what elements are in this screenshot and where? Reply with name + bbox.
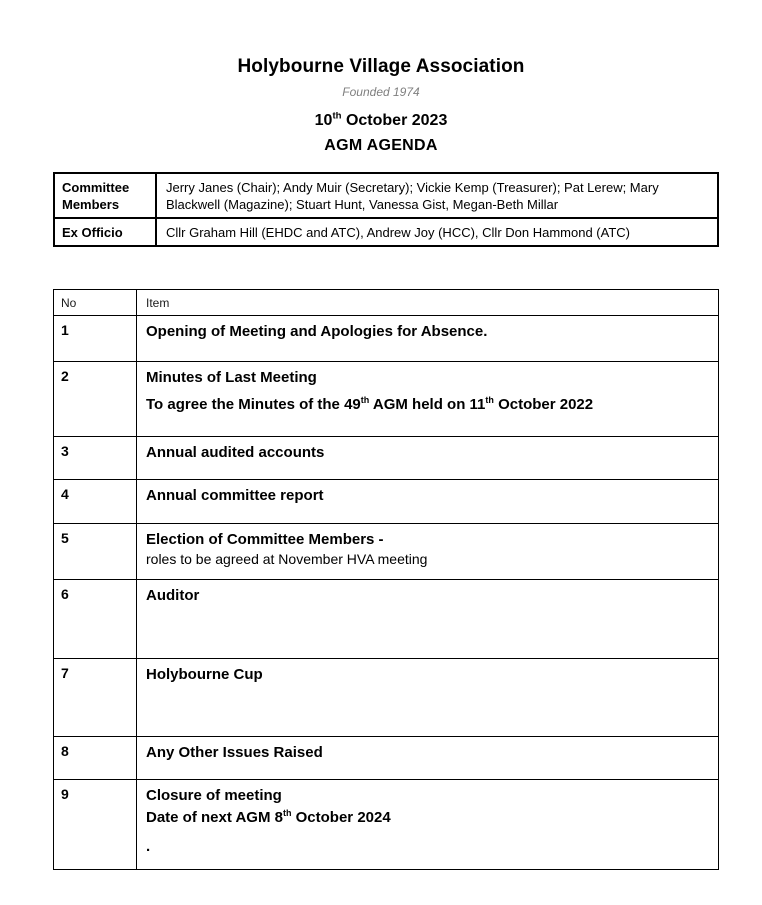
agenda-row-3-no: 3 (54, 437, 137, 480)
agenda-row-7-title: Holybourne Cup (146, 666, 263, 683)
agenda-row-5 (54, 524, 719, 580)
agenda-row-2-no: 2 (54, 362, 137, 437)
agenda-row-3-title: Annual audited accounts (146, 444, 325, 461)
agenda-col-header-item: Item (137, 290, 719, 316)
ex-officio-value: Cllr Graham Hill (EHDC and ATC), Andrew Joy (HCC), Cllr Don Hammond (ATC) (156, 218, 718, 246)
agenda-row-2-title: Minutes of Last Meeting (146, 369, 317, 386)
agenda-row-8-item (137, 737, 719, 780)
agenda-header-row (54, 290, 719, 316)
committee-info-table (53, 172, 719, 247)
agenda-row-8 (54, 737, 719, 780)
ex-officio-label: Ex Officio (54, 218, 156, 246)
agenda-row-1 (54, 316, 719, 362)
detail-text: October 2024 (291, 809, 391, 826)
meeting-date (0, 112, 762, 130)
agenda-row-9-title: Closure of meeting (146, 787, 282, 804)
agenda-row-7-no: 7 (54, 659, 137, 737)
agenda-row-6-no: 6 (54, 580, 137, 659)
agenda-row-9-detail (146, 807, 708, 828)
agenda-row-2-item (137, 362, 719, 437)
agenda-row-3 (54, 437, 719, 480)
agenda-row-4-no: 4 (54, 480, 137, 524)
agenda-row-4-title: Annual committee report (146, 487, 324, 504)
agenda-row-5-no: 5 (54, 524, 137, 580)
committee-members-value: Jerry Janes (Chair); Andy Muir (Secretary); Vickie Kemp (Treasurer); Pat Lerew; Mary Blackwell (Magazine); Stuart Hunt, Vanessa Gist, Megan-Beth Millar (156, 173, 718, 218)
agenda-row-6 (54, 580, 719, 659)
agenda-row-9-item (137, 780, 719, 870)
committee-members-label: Committee Members (54, 173, 156, 218)
agenda-row-1-title: Opening of Meeting and Apologies for Absence. (146, 323, 488, 340)
agenda-row-5-item (137, 524, 719, 580)
agenda-row-2 (54, 362, 719, 437)
agenda-row-7 (54, 659, 719, 737)
document-content (53, 172, 719, 870)
page-title: Holybourne Village Association (237, 56, 525, 77)
agenda-row-8-no: 8 (54, 737, 137, 780)
agenda-row-9-footnote: . (146, 838, 151, 855)
agenda-row-7-item (137, 659, 719, 737)
agenda-col-header-no: No (54, 290, 137, 316)
ex-officio-row (54, 218, 718, 246)
agenda-heading: AGM AGENDA (324, 137, 438, 154)
agenda-row-9 (54, 780, 719, 870)
agenda-row-3-item (137, 437, 719, 480)
meeting-date-rest: October 2023 (341, 112, 448, 129)
ordinal-superscript: th (485, 395, 494, 405)
agenda-row-5-title: Election of Committee Members - (146, 531, 384, 548)
agenda-row-2-detail (146, 395, 708, 415)
meeting-date-day: 10 (314, 112, 333, 129)
agenda-row-4 (54, 480, 719, 524)
agenda-table (53, 289, 719, 870)
agenda-row-1-item (137, 316, 719, 362)
agenda-row-6-item (137, 580, 719, 659)
founded-subtitle: Founded 1974 (342, 85, 420, 99)
committee-members-row (54, 173, 718, 218)
ordinal-superscript: th (282, 808, 292, 818)
detail-text: October 2022 (493, 396, 594, 413)
agenda-row-5-subtitle: roles to be agreed at November HVA meeting (146, 551, 428, 567)
detail-text: To agree the Minutes of the 49 (146, 396, 361, 413)
detail-text: AGM held on 11 (369, 396, 486, 413)
agenda-row-1-no: 1 (54, 316, 137, 362)
agenda-row-6-title: Auditor (146, 587, 200, 604)
ordinal-superscript: th (360, 395, 370, 405)
agenda-row-9-no: 9 (54, 780, 137, 870)
agenda-row-8-title: Any Other Issues Raised (146, 744, 323, 761)
agenda-row-4-item (137, 480, 719, 524)
detail-text: Date of next AGM 8 (146, 809, 283, 826)
meeting-date-ordinal: th (332, 110, 342, 122)
